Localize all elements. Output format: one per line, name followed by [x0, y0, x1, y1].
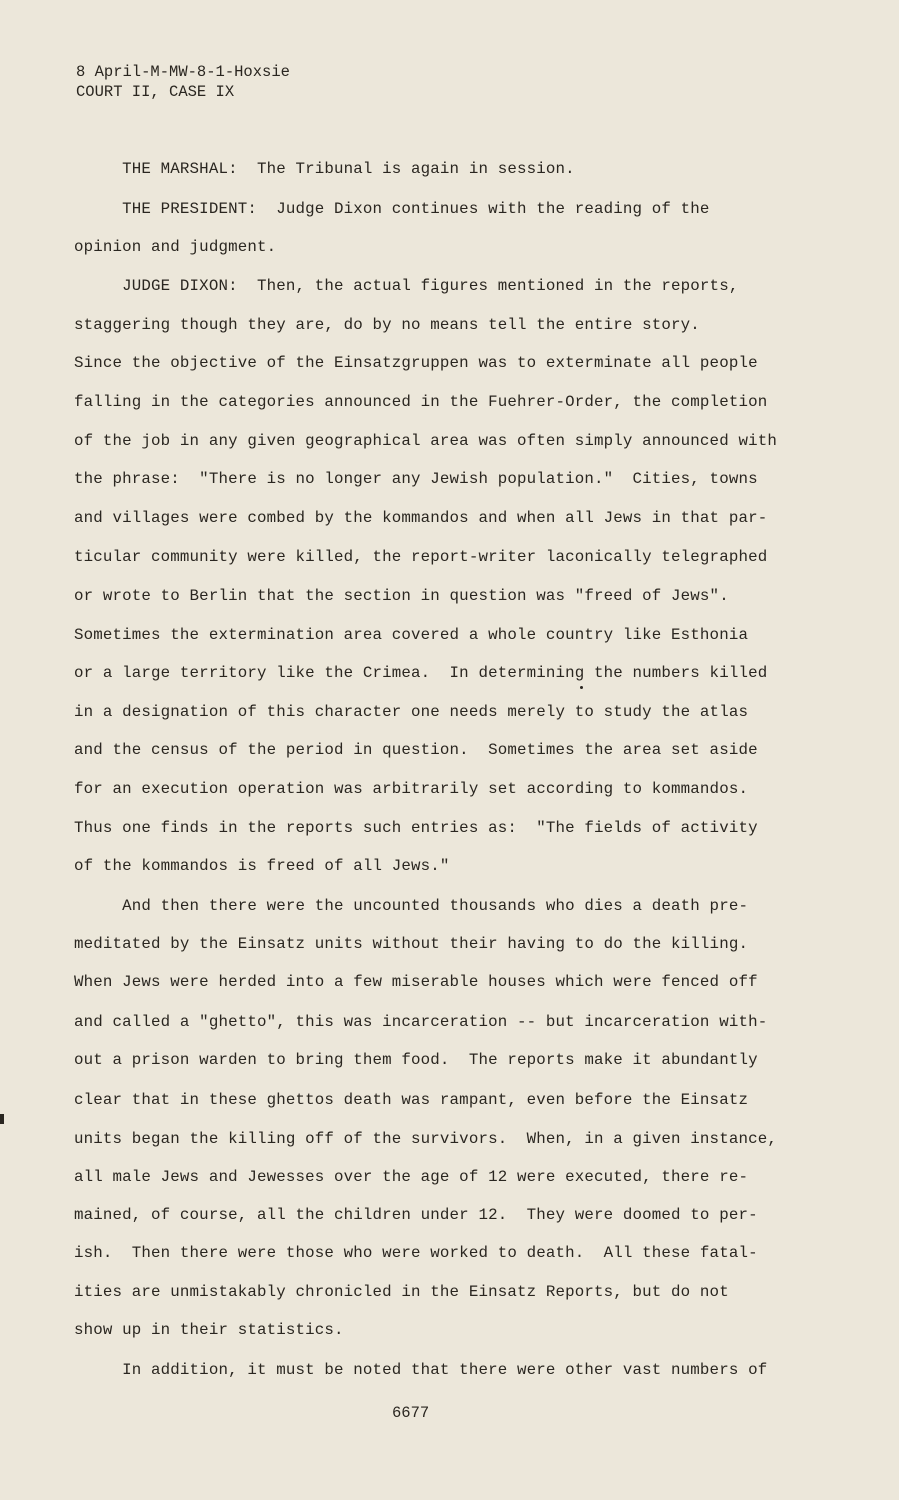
- text-line: In addition, it must be noted that there were other vast numbers of: [74, 1361, 768, 1379]
- text-line: ticular community were killed, the report-writer laconically telegraphed: [74, 548, 768, 566]
- text-line: ish. Then there were those who were worked to death. All these fatal-: [74, 1244, 758, 1262]
- text-line: and the census of the period in question. Sometimes the area set aside: [74, 741, 758, 759]
- text-line: all male Jews and Jewesses over the age of 12 were executed, there re-: [74, 1168, 749, 1186]
- text-line: clear that in these ghettos death was rampant, even before the Einsatz: [74, 1091, 749, 1109]
- text-line: or wrote to Berlin that the section in question was "freed of Jews".: [74, 587, 729, 605]
- text-line: for an execution operation was arbitrarily set according to kommandos.: [74, 780, 749, 798]
- text-line: show up in their statistics.: [74, 1321, 344, 1339]
- page-header: [76, 62, 290, 102]
- text-line: And then there were the uncounted thousands who dies a death pre-: [74, 897, 749, 915]
- stray-dot: [580, 686, 583, 689]
- text-line: of the job in any given geographical area was often simply announced with: [74, 432, 777, 450]
- header-court-case: COURT II, CASE IX: [76, 83, 235, 101]
- text-line: Sometimes the extermination area covered a whole country like Esthonia: [74, 626, 749, 644]
- header-reference: 8 April-M-MW-8-1-Hoxsie: [76, 63, 290, 81]
- text-line: of the kommandos is freed of all Jews.": [74, 857, 450, 875]
- text-line: and called a "ghetto", this was incarceration -- but incarceration with-: [74, 1013, 768, 1031]
- text-line: falling in the categories announced in the Fuehrer-Order, the completion: [74, 393, 768, 411]
- text-line: THE PRESIDENT: Judge Dixon continues with the reading of the: [74, 200, 710, 218]
- text-line: staggering though they are, do by no means tell the entire story.: [74, 316, 700, 334]
- text-line: mained, of course, all the children under 12. They were doomed to per-: [74, 1206, 758, 1224]
- text-line: opinion and judgment.: [74, 238, 277, 256]
- text-line: THE MARSHAL: The Tribunal is again in session.: [74, 160, 575, 178]
- text-line: and villages were combed by the kommandos and when all Jews in that par-: [74, 509, 768, 527]
- text-line: Thus one finds in the reports such entries as: "The fields of activity: [74, 819, 758, 837]
- text-line: JUDGE DIXON: Then, the actual figures mentioned in the reports,: [74, 277, 739, 295]
- text-line: ities are unmistakably chronicled in the Einsatz Reports, but do not: [74, 1283, 729, 1301]
- text-line: When Jews were herded into a few miserable houses which were fenced off: [74, 973, 758, 991]
- text-line: units began the killing off of the survivors. When, in a given instance,: [74, 1130, 777, 1148]
- margin-mark: [0, 1114, 4, 1124]
- page-number: 6677: [392, 1404, 430, 1422]
- text-line: Since the objective of the Einsatzgruppen was to exterminate all people: [74, 354, 758, 372]
- text-line: the phrase: "There is no longer any Jewish population." Cities, towns: [74, 470, 758, 488]
- text-line: meditated by the Einsatz units without their having to do the killing.: [74, 935, 749, 953]
- text-line: out a prison warden to bring them food. The reports make it abundantly: [74, 1051, 758, 1069]
- text-line: in a designation of this character one needs merely to study the atlas: [74, 703, 749, 721]
- text-line: or a large territory like the Crimea. In determining the numbers killed: [74, 664, 768, 682]
